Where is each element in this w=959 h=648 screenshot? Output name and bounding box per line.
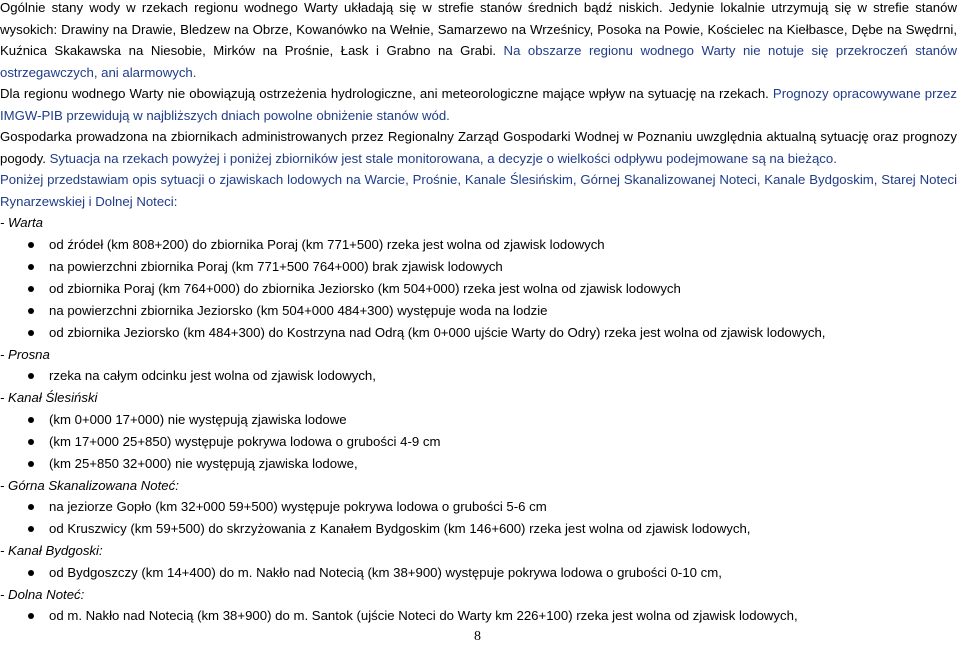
section-title-kanal-slesinski: - Kanał Ślesiński: [0, 390, 98, 405]
text-no-alarms: Na obszarze regionu wodnego Warty nie notuje się przekroczeń stanów ostrzegawczych, ani alarmowych.: [0, 43, 957, 80]
text-warnings: Dla regionu wodnego Warty nie obowiązują ostrzeżenia hydrologiczne, ani meteorologiczne mające wpływ na sytuację na rzekach.: [0, 86, 769, 101]
text-forecast: Prognozy opracowywane przez IMGW-PIB przewidują w najbliższych dniach powolne obniżenie stanów wód.: [0, 86, 957, 123]
section-title-gorna-notec: - Górna Skanalizowana Noteć:: [0, 477, 179, 493]
list-item: rzeka na całym odcinku jest wolna od zjawisk lodowych,: [0, 365, 959, 387]
paragraph-warnings: [0, 83, 959, 126]
list-item: od zbiornika Poraj (km 764+000) do zbiornika Jeziorsko (km 504+000) rzeka jest wolna od zjawisk lodowych: [0, 278, 959, 300]
list-item: na powierzchni zbiornika Jeziorsko (km 504+000 484+300) występuje woda na lodzie: [0, 300, 959, 322]
list-kanal-slesinski: [0, 409, 959, 475]
paragraph-reservoirs: [0, 126, 959, 169]
list-item: od zbiornika Jeziorsko (km 484+300) do Kostrzyna nad Odrą (km 0+000 ujście Warty do Odry) rzeka jest wolna od zjawisk lodowych,: [0, 322, 959, 344]
paragraph-water-levels: [0, 0, 959, 83]
list-item: od m. Nakło nad Notecią (km 38+900) do m. Santok (ujście Noteci do Warty km 226+100) rzeka jest wolna od zjawisk lodowych,: [0, 605, 959, 627]
list-gorna-notec: [0, 496, 959, 540]
list-item: od Kruszwicy (km 59+500) do skrzyżowania z Kanałem Bydgoskim (km 146+600) rzeka jest wolna od zjawisk lodowych,: [0, 518, 959, 540]
page-number: 8: [474, 629, 481, 644]
list-item: (km 17+000 25+850) występuje pokrywa lodowa o grubości 4-9 cm: [0, 431, 959, 453]
section-title-dolna-notec: - Dolna Noteć:: [0, 586, 85, 602]
text-water-levels: Ogólnie stany wody w rzekach regionu wodnego Warty układają się w strefie stanów średnich bądź niskich. Jedynie lokalnie utrzymują się w strefie stanów wysokich: Drawiny na Drawie, Bledzew na Obrze, Kowanówko na Wełnie, Samarzewo na Wrześnicy, Posoka na Powie, Kościelec na Kiełbasce, Dębe na Swędrni, Kuźnica Skakawska na Niesobie, Mirków na Prośnie, Łask i Grabno na Grabi.: [0, 0, 957, 58]
list-item: na powierzchni zbiornika Poraj (km 771+500 764+000) brak zjawisk lodowych: [0, 256, 959, 278]
list-item: od źródeł (km 808+200) do zbiornika Poraj (km 771+500) rzeka jest wolna od zjawisk lodowych: [0, 234, 959, 256]
text-reservoirs: Gospodarka prowadzona na zbiornikach administrowanych przez Regionalny Zarząd Gospodarki Wodnej w Poznaniu uwzględnia aktualną sytuację oraz prognozy pogody.: [0, 129, 957, 166]
section-title-warta: - Warta: [0, 215, 43, 230]
text-monitoring: Sytuacja na rzekach powyżej i poniżej zbiorników jest stale monitorowana, a decyzje o wielkości odpływu podejmowane są na bieżąco.: [45, 150, 837, 166]
ice-sections: [0, 212, 959, 627]
section-title-kanal-bydgoski: - Kanał Bydgoski:: [0, 543, 103, 558]
list-item: (km 25+850 32+000) nie występują zjawiska lodowe,: [0, 453, 959, 475]
paragraph-ice-intro: Poniżej przedstawiam opis sytuacji o zjawiskach lodowych na Warcie, Prośnie, Kanale Ślesińskim, Górnej Skanalizowanej Noteci, Kanale Bydgoskim, Starej Noteci Rynarzewskiej i Dolnej Noteci:: [0, 172, 957, 209]
section-title-prosna: - Prosna: [0, 346, 50, 362]
list-item: na jeziorze Gopło (km 32+000 59+500) występuje pokrywa lodowa o grubości 5-6 cm: [0, 496, 959, 518]
list-prosna: [0, 365, 959, 387]
list-warta: [0, 234, 959, 344]
list-kanal-bydgoski: [0, 562, 959, 584]
list-dolna-notec: [0, 605, 959, 627]
list-item: od Bydgoszczy (km 14+400) do m. Nakło nad Notecią (km 38+900) występuje pokrywa lodowa o grubości 0-10 cm,: [0, 562, 959, 584]
list-item: (km 0+000 17+000) nie występują zjawiska lodowe: [0, 409, 959, 431]
